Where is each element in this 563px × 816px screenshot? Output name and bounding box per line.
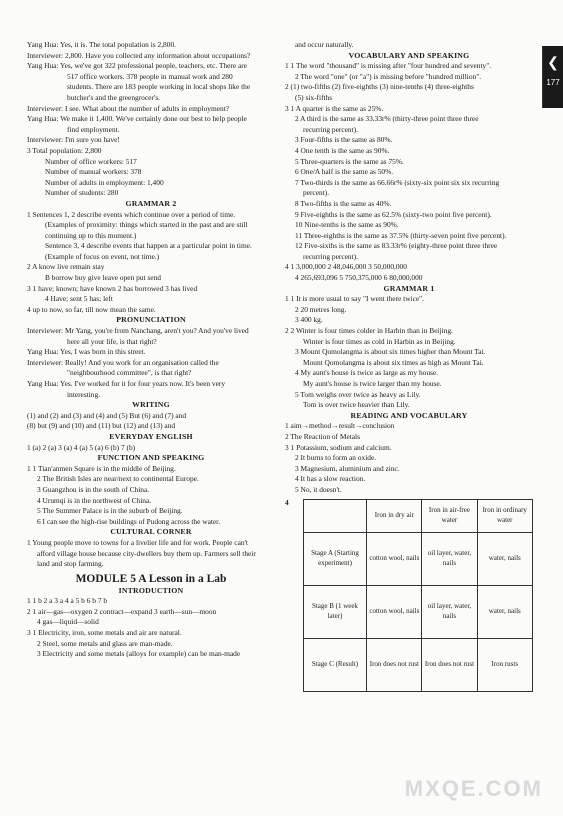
table-cell: cotton wool, nails: [367, 532, 422, 585]
text-line: "neighbourhood committee", is that right?: [67, 368, 192, 378]
section-heading: EVERYDAY ENGLISH: [109, 431, 193, 441]
text-line: 3 1 Electricity, iron, some metals and air are natural.: [27, 628, 182, 638]
table-header-row: [303, 499, 532, 532]
text-line: afford village house because city-dwellers buy them up. Farmers sell their: [37, 548, 256, 558]
text-line: interesting.: [67, 389, 101, 399]
text-line: 4 up to now, so far, till now mean the same.: [27, 304, 156, 314]
text-line: 5 Three-quarters is the same as 75%.: [295, 156, 404, 166]
section-heading: CULTURAL CORNER: [110, 527, 192, 537]
text-line: (8) but (9) and (10) and (11) but (12) and (13) and: [27, 421, 176, 431]
watermark: MXQE.COM: [404, 776, 543, 801]
text-line: 3 Mount Qomolangma is about six times higher than Mount Tai.: [295, 347, 486, 357]
page-tab: [543, 46, 563, 108]
table-stage-cell: Stage B (1 week later): [303, 585, 367, 638]
table-header-cell: Iron in ordinary water: [477, 499, 533, 532]
table-stage-cell: Stage C (Result): [303, 638, 367, 691]
text-line: 1 1 b 2 a 3 a 4 a 5 b 6 b 7 b: [27, 596, 108, 606]
table-cell: oil layer, water, nails: [422, 585, 477, 638]
text-line: Number of manual workers: 378: [45, 167, 142, 177]
text-line: 6 I can see the high-rise buildings of Pudong across the water.: [37, 516, 221, 526]
text-line: 1 aim→method→result→conclusion: [285, 421, 395, 431]
page-number: 177: [546, 78, 560, 87]
text-line: 4 1 3,000,000 2 48,046,000 3 50,000,000: [285, 262, 407, 272]
text-line: (1) and (2) and (3) and (4) and (5) But (6) and (7) and: [27, 410, 187, 420]
text-line: 4 It has a slow reaction.: [295, 474, 366, 484]
text-line: recurring percent).: [303, 124, 358, 134]
table-cell: Iron does not rust: [367, 638, 422, 691]
text-line: 2 Steel, some metals and glass are man-made.: [37, 638, 173, 648]
text-line: 2 It burns to form an oxide.: [295, 453, 377, 463]
table-header-cell: Iron in air-free water: [422, 499, 477, 532]
text-line: Yang Hua: Yes. I've worked for it for four years now. It's been very: [27, 379, 226, 388]
text-line: 3 Guangzhou is in the south of China.: [37, 484, 150, 494]
text-line: 1 1 It is more usual to say "I went there twice".: [285, 294, 425, 304]
text-line: 4 My aunt's house is twice as large as my house.: [295, 368, 439, 378]
text-line: B borrow buy give leave open put send: [45, 273, 161, 283]
text-line: (5) six-fifths: [295, 92, 333, 102]
text-line: continuing up to this moment.): [45, 230, 137, 240]
section-heading: GRAMMAR 1: [383, 283, 435, 293]
text-line: Interviewer: I see. What about the number of adults in employment?: [27, 103, 230, 113]
text-line: 1 (a) 2 (a) 3 (a) 4 (a) 5 (a) 6 (b) 7 (b): [27, 442, 136, 452]
text-line: 2 A third is the same as 33.33r% (thirty-three point three three: [295, 114, 479, 124]
text-line: butcher's and the greengrocer's.: [67, 92, 160, 102]
text-line: 3 Electricity and some metals (alloys for example) can be man-made: [37, 649, 241, 659]
text-line: 1 Young people move to towns for a livelier life and for work. People can't: [27, 537, 248, 547]
text-line: 4 Urumqi is in the northwest of China.: [37, 495, 152, 505]
text-line: 2 The British Isles are near/next to continental Europe.: [37, 474, 199, 484]
table-cell: oil layer, water, nails: [422, 532, 477, 585]
text-line: 3 Magnesium, aluminium and zinc.: [295, 463, 400, 473]
text-line: 3 1 have; known; have known 2 has borrowed 3 has lived: [27, 283, 198, 293]
table-cell: water, nails: [477, 532, 533, 585]
table-row: [303, 585, 532, 638]
text-line: 2 The Reaction of Metals: [285, 431, 360, 441]
text-line: Number of students: 280: [45, 188, 119, 198]
text-line: Yang Hua: Yes, it is. The total population is 2,800.: [27, 40, 176, 49]
text-line: 3 Total population: 2,800: [27, 145, 102, 155]
text-line: land and stop farming.: [37, 559, 104, 569]
text-line: (Examples of proximity: things which started in the past and are still: [45, 220, 248, 230]
table-item-number: 4: [285, 497, 289, 507]
text-line: students. There are 183 people working in local shops like the: [67, 82, 251, 92]
text-line: (Example of focus on event, not time.): [45, 251, 160, 261]
left-column-after-lines: [27, 586, 275, 660]
text-line: 5 The Summer Palace is in the suburb of Beijing.: [37, 506, 183, 516]
section-heading: READING AND VOCABULARY: [350, 410, 468, 420]
text-line: 1 Sentences 1, 2 describe events which continue over a period of time.: [27, 209, 236, 219]
text-line: 10 Nine-tenths is the same as 90%.: [295, 220, 399, 230]
table-block: [285, 496, 533, 692]
section-heading: INTRODUCTION: [118, 585, 184, 595]
module-title: MODULE 5 A Lesson in a Lab: [75, 572, 227, 585]
text-line: 2 20 metres long.: [295, 304, 347, 314]
text-line: 1 1 Tian'anmen Square is in the middle of Beijing.: [27, 463, 176, 473]
text-line: Yang Hua: We make it 1,400. We've certainly done our best to help people: [27, 114, 247, 124]
text-line: 12 Five-sixths is the same as 83.33r% (eighty-three point three three: [295, 241, 498, 251]
text-line: Interviewer: 2,800. Have you collected any information about occupations?: [27, 50, 251, 60]
text-line: Number of office workers: 517: [45, 156, 137, 166]
table-cell: Iron does not rust: [422, 638, 477, 691]
text-line: 3 400 kg.: [295, 315, 323, 325]
text-line: here all your life, is that right?: [67, 336, 157, 346]
text-line: 4 One tenth is the same as 90%.: [295, 145, 390, 155]
text-line: 6 One/A half is the same as 50%.: [295, 167, 394, 177]
text-line: 4 gas—liquid—solid: [37, 617, 99, 627]
text-line: Tom is over twice heavier than Lily.: [303, 400, 410, 410]
table-row: [303, 638, 532, 691]
section-heading: FUNCTION AND SPEAKING: [97, 453, 205, 463]
table-header-cell: [303, 499, 367, 532]
section-heading: PRONUNCIATION: [116, 315, 186, 325]
left-column-lines: [27, 40, 275, 570]
text-line: 2 A know live remain stay: [27, 262, 105, 272]
text-line: 4 265,693,096 5 750,375,000 6 80,000,000: [295, 273, 423, 283]
text-line: recurring percent).: [303, 251, 358, 261]
table-row: [303, 532, 532, 585]
text-line: 2 The word "one" (or "a") is missing before "hundred million".: [295, 71, 482, 81]
table-cell: Iron rusts: [477, 638, 533, 691]
text-line: Yang Hua: Yes, I was born in this street.: [27, 347, 146, 357]
section-heading: WRITING: [132, 400, 170, 410]
text-line: 517 office workers. 378 people in manual work and 280: [67, 71, 233, 81]
text-line: 2 1 air—gas—oxygen 2 contract—expand 3 earth—sun—moon: [27, 606, 217, 616]
right-column: [285, 40, 533, 692]
text-line: My aunt's house is twice larger than my house.: [303, 379, 442, 388]
text-line: 5 Tom weighs over twice as heavy as Lily.: [295, 389, 421, 399]
right-column-lines: [285, 40, 533, 496]
text-line: and occur naturally.: [295, 40, 354, 49]
text-line: Yang Hua: Yes, we've got 322 professional people, teachers, etc. There are: [27, 61, 248, 71]
text-line: 5 No, it doesn't.: [295, 484, 342, 494]
left-column: [27, 40, 275, 660]
text-line: Interviewer: I'm sure you have!: [27, 135, 120, 145]
text-line: Sentence 3, 4 describe events that happen at a particular point in time.: [45, 241, 252, 251]
text-line: Interviewer: Really! And you work for an organisation called the: [27, 357, 219, 367]
text-line: 2 (1) two-fifths (2) five-eighths (3) nine-tenths (4) three-eighths: [285, 82, 474, 92]
experiment-table: [303, 499, 533, 692]
text-line: 1 1 The word "thousand" is missing after "four hundred and seventy".: [285, 61, 492, 71]
text-line: Interviewer: Mr Yang, you're from Nanchang, aren't you? And you've lived: [27, 326, 249, 336]
text-line: Number of adults in employment: 1,400: [45, 177, 164, 187]
section-heading: VOCABULARY AND SPEAKING: [348, 50, 470, 60]
section-heading: GRAMMAR 2: [125, 198, 177, 208]
text-line: percent).: [303, 188, 330, 198]
text-line: Winter is four times as cold in Harbin as in Beijing.: [303, 336, 456, 346]
text-line: 3 Four-fifths is the same as 80%.: [295, 135, 393, 145]
table-stage-cell: Stage A (Starting experiment): [303, 532, 367, 585]
text-line: 8 Two-fifths is the same as 40%.: [295, 198, 392, 208]
text-line: 7 Two-thirds is the same as 66.66r% (sixty-six point six six recurring: [295, 177, 500, 187]
table-header-cell: Iron in dry air: [367, 499, 422, 532]
text-line: 9 Five-eighths is the same as 62.5% (sixty-two point five percent).: [295, 209, 492, 219]
table-cell: cotton wool, nails: [367, 585, 422, 638]
text-line: 3 1 A quarter is the same as 25%.: [285, 103, 384, 113]
text-line: Mount Qomolangma is about six times as high as Mount Tai.: [303, 357, 484, 367]
text-line: 3 1 Potassium, sodium and calcium.: [285, 442, 392, 452]
text-line: 2 2 Winter is four times colder in Harbin than in Beijing.: [285, 326, 453, 336]
table-cell: water, nails: [477, 585, 533, 638]
text-line: 4 Have; sent 5 has; left: [45, 294, 113, 304]
chevron-left-icon: ❮: [547, 54, 559, 70]
text-line: 11 Three-eighths is the same as 37.5% (thirty-seven point five percent).: [295, 230, 507, 240]
text-line: find employment.: [67, 124, 120, 134]
